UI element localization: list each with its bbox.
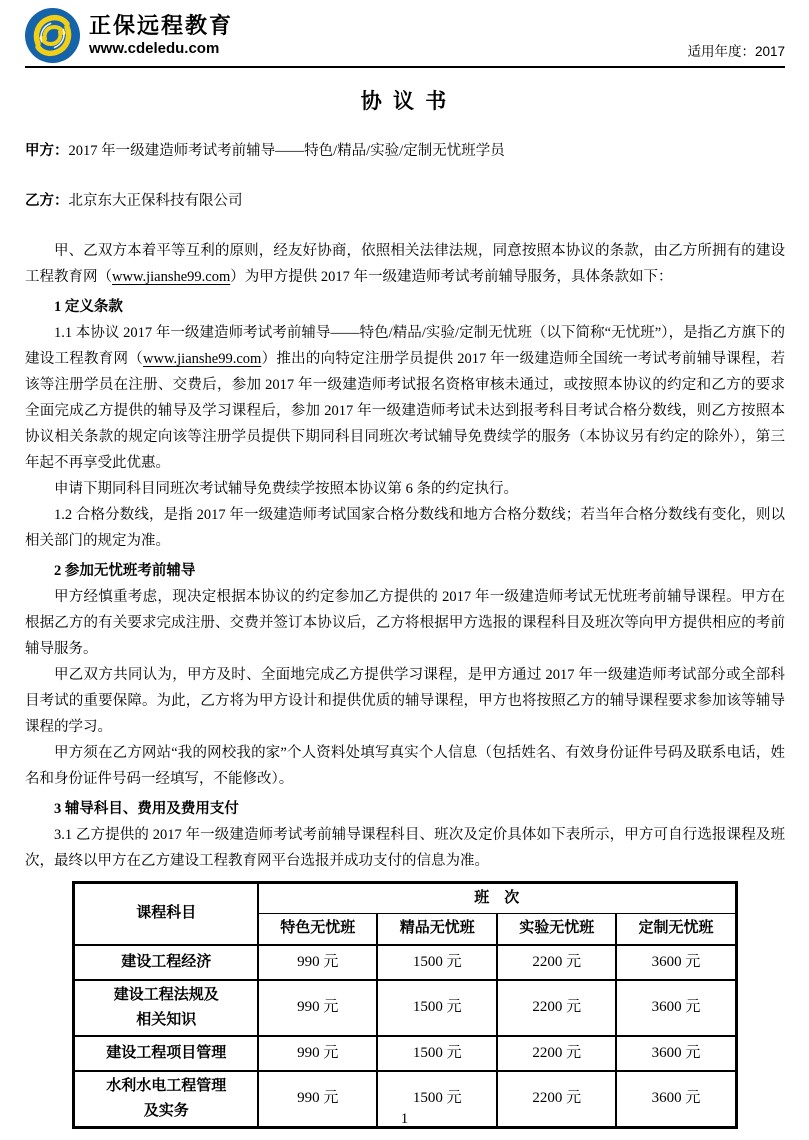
- text-segment: 3 辅导科目、费用及费用支付: [54, 801, 239, 817]
- table-group-header-row: [74, 883, 736, 914]
- table-row: [74, 980, 736, 1036]
- paragraph: [25, 662, 785, 740]
- brand-text: [89, 13, 233, 58]
- brand-name: 正保远程教育: [89, 12, 234, 38]
- paragraph: [25, 502, 785, 554]
- url-text: www.jianshe99.com: [143, 351, 262, 367]
- paragraph: [25, 822, 785, 874]
- class-header-cell: 精品无忧班: [377, 914, 497, 945]
- price-cell: 3600 元: [616, 945, 736, 980]
- corner-header-cell: 课程科目: [74, 883, 258, 945]
- group-header-cell: 班 次: [258, 883, 736, 914]
- subject-cell: 水利水电工程管理 及实务: [74, 1071, 258, 1128]
- price-cell: 1500 元: [377, 945, 497, 980]
- text-segment: 乙方：: [25, 193, 69, 209]
- section-heading: [25, 294, 785, 320]
- price-cell: 3600 元: [616, 980, 736, 1036]
- brand-swirl-logo-icon: [25, 8, 80, 63]
- text-segment: 2017 年一级建造师考试考前辅导——特色/精品/实验/定制无忧班学员: [68, 143, 505, 159]
- price-cell: 2200 元: [497, 1071, 617, 1128]
- text-segment: 1.2 合格分数线，是指 2017 年一级建造师考试国家合格分数线和地方合格分数线；若当年合格分数线有变化，则以相关部门的规定为准。: [25, 507, 785, 549]
- text-segment: 1.1 本协议 2017 年一级建造师考试考前辅导——特色/精品/实验/定制无忧班（以下简称“无忧班”），是指乙方旗下的建设工程教育网（: [25, 325, 785, 367]
- paragraph: [25, 188, 785, 214]
- paragraph: [25, 138, 785, 164]
- header-divider: [25, 66, 785, 68]
- class-header-cell: 定制无忧班: [616, 914, 736, 945]
- table-row: [74, 1036, 736, 1071]
- subject-cell: 建设工程经济: [74, 945, 258, 980]
- document-body: [25, 138, 785, 874]
- subject-cell: 建设工程法规及 相关知识: [74, 980, 258, 1036]
- text-segment: 甲方经慎重考虑，现决定根据本协议的约定参加乙方提供的 2017 年一级建造师考试无忧班考前辅导课程。甲方在根据乙方的有关要求完成注册、交费并签订本协议后，乙方将根据甲方选报的课程科目及班次等向甲方提供相应的考前辅导服务。: [25, 589, 785, 657]
- price-cell: 2200 元: [497, 1036, 617, 1071]
- paragraph: [25, 740, 785, 792]
- text-segment: 申请下期同科目同班次考试辅导免费续学按照本协议第 6 条的约定执行。: [54, 481, 518, 497]
- section-heading: [25, 558, 785, 584]
- text-segment: 甲方须在乙方网站“我的网校我的家”个人资料处填写真实个人信息（包括姓名、有效身份证件号码及联系电话，姓名和身份证件号码一经填写，不能修改）。: [25, 745, 785, 787]
- price-cell: 990 元: [258, 1071, 378, 1128]
- text-segment: 甲乙双方共同认为，甲方及时、全面地完成乙方提供学习课程，是甲方通过 2017 年一级建造师考试部分或全部科目考试的重要保障。为此，乙方将为甲方设计和提供优质的辅导课程，甲方也将按照乙方的辅导课程要求参加该等辅导课程的学习。: [25, 667, 785, 735]
- price-cell: 990 元: [258, 945, 378, 980]
- price-cell: 3600 元: [616, 1071, 736, 1128]
- price-cell: 1500 元: [377, 980, 497, 1036]
- text-segment: 1 定义条款: [54, 299, 123, 315]
- subject-cell: 建设工程项目管理: [74, 1036, 258, 1071]
- text-segment: 3.1 乙方提供的 2017 年一级建造师考试考前辅导课程科目、班次及定价具体如下表所示，甲方可自行选报课程及班次，最终以甲方在乙方建设工程教育网平台选报并成功支付的信息为准。: [25, 827, 785, 869]
- price-cell: 990 元: [258, 980, 378, 1036]
- header: [25, 8, 785, 63]
- price-cell: 3600 元: [616, 1036, 736, 1071]
- text-segment: ）为甲方提供 2017 年一级建造师考试考前辅导服务，具体条款如下：: [230, 269, 673, 285]
- price-table: [72, 881, 737, 1129]
- brand-block: [25, 8, 233, 63]
- text-segment: 北京东大正保科技有限公司: [68, 193, 243, 209]
- price-cell: 990 元: [258, 1036, 378, 1071]
- price-cell: 2200 元: [497, 980, 617, 1036]
- page-number: 1: [400, 1111, 409, 1127]
- table-row: [74, 945, 736, 980]
- text-segment: 2 参加无忧班考前辅导: [54, 563, 196, 579]
- price-cell: 1500 元: [377, 1071, 497, 1128]
- price-cell: 2200 元: [497, 945, 617, 980]
- paragraph: [25, 476, 785, 502]
- paragraph: [25, 584, 785, 662]
- text-segment: ）推出的向特定注册学员提供 2017 年一级建造师全国统一考试考前辅导课程，若该等注册学员在注册、交费后，参加 2017 年一级建造师考试报名资格审核未通过，或按照本协议的约定和乙方的要求全面完成乙方提供的辅导及学习课程后，参加 2017 年一级建造师考试未达到报考科目考试合格分数线，则乙方按照本协议相关条款的规定向该等注册学员提供下期同科目同班次考试辅导免费续学的服务（本协议另有约定的除外），第三年起不再享受此优惠。: [25, 351, 786, 471]
- class-header-cell: 实验无忧班: [497, 914, 617, 945]
- price-cell: 1500 元: [377, 1036, 497, 1071]
- page-title: 协 议 书: [360, 89, 450, 113]
- applicable-year-label: 适用年度：2017: [687, 44, 785, 59]
- text-segment: 甲方：: [25, 143, 69, 159]
- paragraph: [25, 238, 785, 290]
- class-header-cell: 特色无忧班: [258, 914, 378, 945]
- section-heading: [25, 796, 785, 822]
- text-segment: 甲、乙双方本着平等互利的原则，经友好协商，依照相关法律法规，同意按照本协议的条款，由乙方所拥有的建设工程教育网（: [25, 243, 785, 285]
- url-text: www.jianshe99.com: [112, 269, 231, 285]
- brand-url: www.cdeledu.com: [89, 40, 220, 58]
- paragraph: [25, 320, 785, 476]
